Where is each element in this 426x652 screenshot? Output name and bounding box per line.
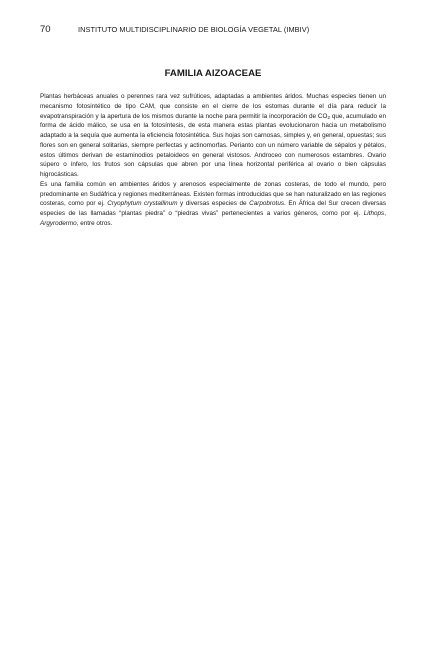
description-text-1: Plantas herbáceas anuales o perennes rara vez sufrútices, adaptadas a ambientes áridos. Muchas especies tienen un mecanismo fotosintético de tipo CAM, que consiste en el cierre de los estomas durante el día para reducir la evapotranspiración y la apertura de los mismos durante la noche para permitir la incorporación de CO xyxy=(40,93,386,120)
genus-name: Lithops xyxy=(363,210,385,217)
section-title: FAMILIA AIZOACEAE xyxy=(164,68,262,79)
genus-name: Cryophytum crystallinum xyxy=(107,200,178,208)
paragraph-description xyxy=(40,92,386,180)
running-title: INSTITUTO MULTIDISCIPLINARIO DE BIOLOGÍA VEGETAL (IMBIV) xyxy=(78,25,310,34)
distribution-text-4: , entre otros. xyxy=(76,219,113,227)
page-header xyxy=(40,25,400,35)
distribution-text-2: y diversas especies de xyxy=(177,200,250,208)
distribution-text-1: Es una familia común en ambientes áridos y arenosos especialmente de zonas costeras, de todo el mundo, pero predominante en Sudáfrica y regiones mediterráneas. Existen formas introducidas que se han naturalizado en las regiones costeras, como por ej. xyxy=(40,180,386,208)
co2-subscript: 2 xyxy=(327,114,330,120)
paragraph-distribution xyxy=(40,180,386,229)
genus-name: Argyrodermo xyxy=(40,219,77,227)
body-text xyxy=(40,92,386,229)
description-text-2: que, acumulado en forma de ácido málico, se usa en la fotosíntesis, de esta manera estas plantas evolucionaron hacia un metabolismo adaptado a la sequía que aumenta la eficiencia fotosintética. Sus hojas son carnosas, simples y, en general, opuestas; sus flores son en general solitarias, siempre perfectas y actinomorfas. Perianto con un número variable de sépalos y pétalos, estos últimos derivan de estaminodios petaloideos en general vistosos. Androceo con numerosos estambres. Ovario súpero o ínfero, los frutos son cápsulas que abren por una línea horizontal periférica al ovario o bien cápsulas higrocásticas. xyxy=(40,112,386,178)
distribution-text-3: . En África del Sur crecen diversas especies de las llamadas “plantas piedra” o “piedras vivas” pertenecientes a varios géneros, como por ej. xyxy=(40,200,387,217)
separator: , xyxy=(384,210,386,217)
page-number: 70 xyxy=(40,24,51,35)
genus-name: Carpobrotus xyxy=(249,200,285,208)
